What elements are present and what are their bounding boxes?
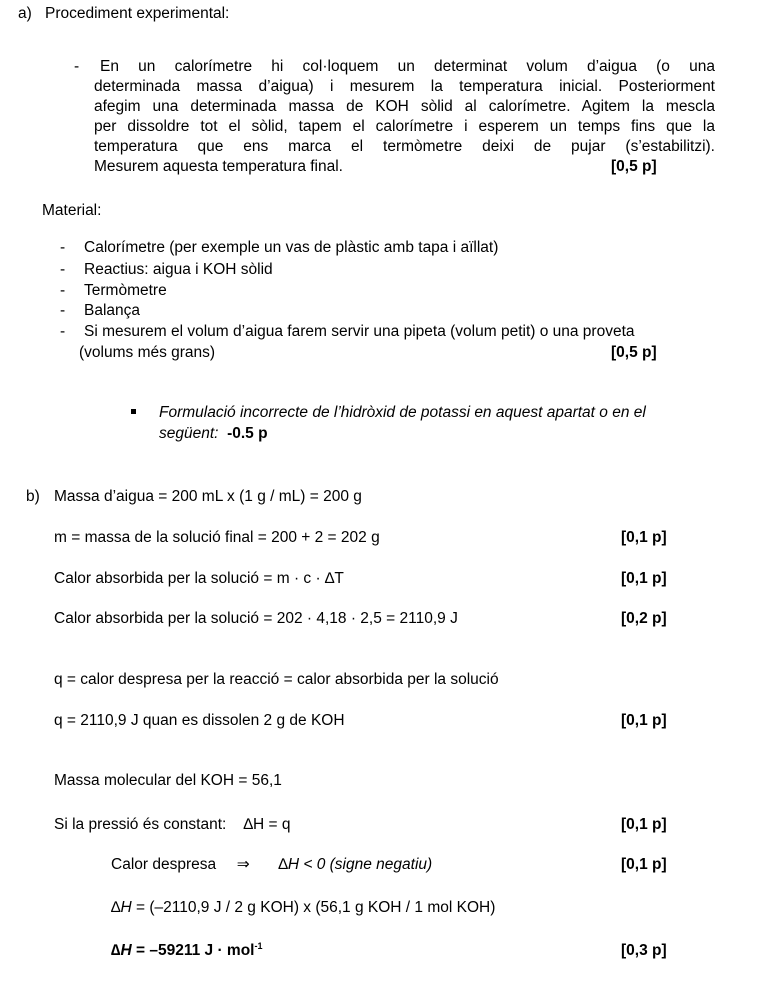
material-heading: Material: [42, 202, 102, 219]
calc-points: [0,1 p] [621, 529, 667, 546]
calc-line: q = calor despresa per la reacció = calor absorbida per la solució [54, 671, 499, 688]
delta-h-sign: H < 0 (signe negatiu) [287, 856, 433, 873]
water-mass-line: Massa d’aigua = 200 mL x (1 g / mL) = 200 g [54, 488, 362, 505]
procedure-line: determinada massa d’aigua) i mesurem la temperatura inicial. Posteriorment [94, 78, 715, 95]
bullet-dash: - [60, 261, 66, 278]
calc-line: Si la pressió és constant: ∆H = q [54, 816, 291, 833]
material-item: Reactius: aigua i KOH sòlid [84, 261, 273, 278]
delta-h-result-line [111, 941, 263, 961]
heat-released-points: [0,1 p] [621, 856, 667, 873]
note-line-2 [159, 424, 268, 444]
procedure-line: temperatura que ens marca el termòmetre deixi de pujar (s’estabilitzi). [94, 138, 715, 155]
calc-line: q = 2110,9 J quan es dissolen 2 g de KOH [54, 712, 345, 729]
note-penalty: -0.5 p [227, 425, 268, 442]
procedure-line: afegim una determinada massa de KOH sòlid al calorímetre. Agitem la mescla [94, 98, 715, 115]
implies-icon: ⇒ [236, 856, 250, 873]
calc-points: [0,1 p] [621, 816, 667, 833]
heat-released-line [111, 855, 432, 875]
bullet-dash: - [60, 282, 66, 299]
heat-released-text: Calor despresa [111, 856, 217, 873]
delta-symbol: ∆ [111, 942, 121, 959]
delta-h-calc: = (–2110,9 J / 2 g KOH) x (56,1 g KOH / 1 mol KOH) [136, 899, 496, 916]
note-text: següent: [159, 425, 219, 442]
delta-h-result: = –59211 J · mol [136, 942, 255, 959]
part-b-label: b) [26, 488, 40, 505]
square-bullet-icon [131, 409, 136, 414]
calc-line: Calor absorbida per la solució = 202 · 4,18 · 2,5 = 2110,9 J [54, 610, 458, 627]
material-points: [0,5 p] [611, 344, 657, 361]
h-symbol: H [120, 942, 132, 959]
result-exponent: -1 [254, 940, 263, 951]
procedure-dash: - [74, 58, 80, 75]
procedure-heading: Procediment experimental: [45, 5, 230, 22]
delta-symbol: ∆ [278, 856, 288, 873]
material-item: Termòmetre [84, 282, 167, 299]
bullet-dash: - [60, 302, 66, 319]
calc-points: [0,2 p] [621, 610, 667, 627]
procedure-line: Mesurem aquesta temperatura final. [94, 158, 343, 175]
calc-line: Massa molecular del KOH = 56,1 [54, 772, 282, 789]
procedure-points: [0,5 p] [611, 158, 657, 175]
procedure-line: En un calorímetre hi col·loquem un determinat volum d’aigua (o una [100, 58, 715, 75]
note-line-1: Formulació incorrecte de l’hidròxid de potassi en aquest apartat o en el [159, 404, 646, 421]
calc-line: m = massa de la solució final = 200 + 2 = 202 g [54, 529, 380, 546]
part-a-label: a) [18, 5, 32, 22]
material-continuation: (volums més grans) [79, 344, 216, 361]
bullet-dash: - [60, 239, 66, 256]
result-points: [0,3 p] [621, 942, 667, 959]
material-item: Si mesurem el volum d’aigua farem servir una pipeta (volum petit) o una proveta [84, 323, 635, 340]
h-symbol: H [120, 899, 132, 916]
delta-symbol: ∆ [111, 899, 121, 916]
calc-line: Calor absorbida per la solució = m · c · ∆T [54, 570, 344, 587]
bullet-dash: - [60, 323, 66, 340]
material-item: Calorímetre (per exemple un vas de plàstic amb tapa i aïllat) [84, 239, 499, 256]
procedure-line: per dissoldre tot el sòlid, tapem el calorímetre i esperem un temps fins que la [94, 118, 715, 135]
calc-points: [0,1 p] [621, 712, 667, 729]
material-item: Balança [84, 302, 141, 319]
calc-points: [0,1 p] [621, 570, 667, 587]
delta-h-calc-line [111, 898, 495, 918]
